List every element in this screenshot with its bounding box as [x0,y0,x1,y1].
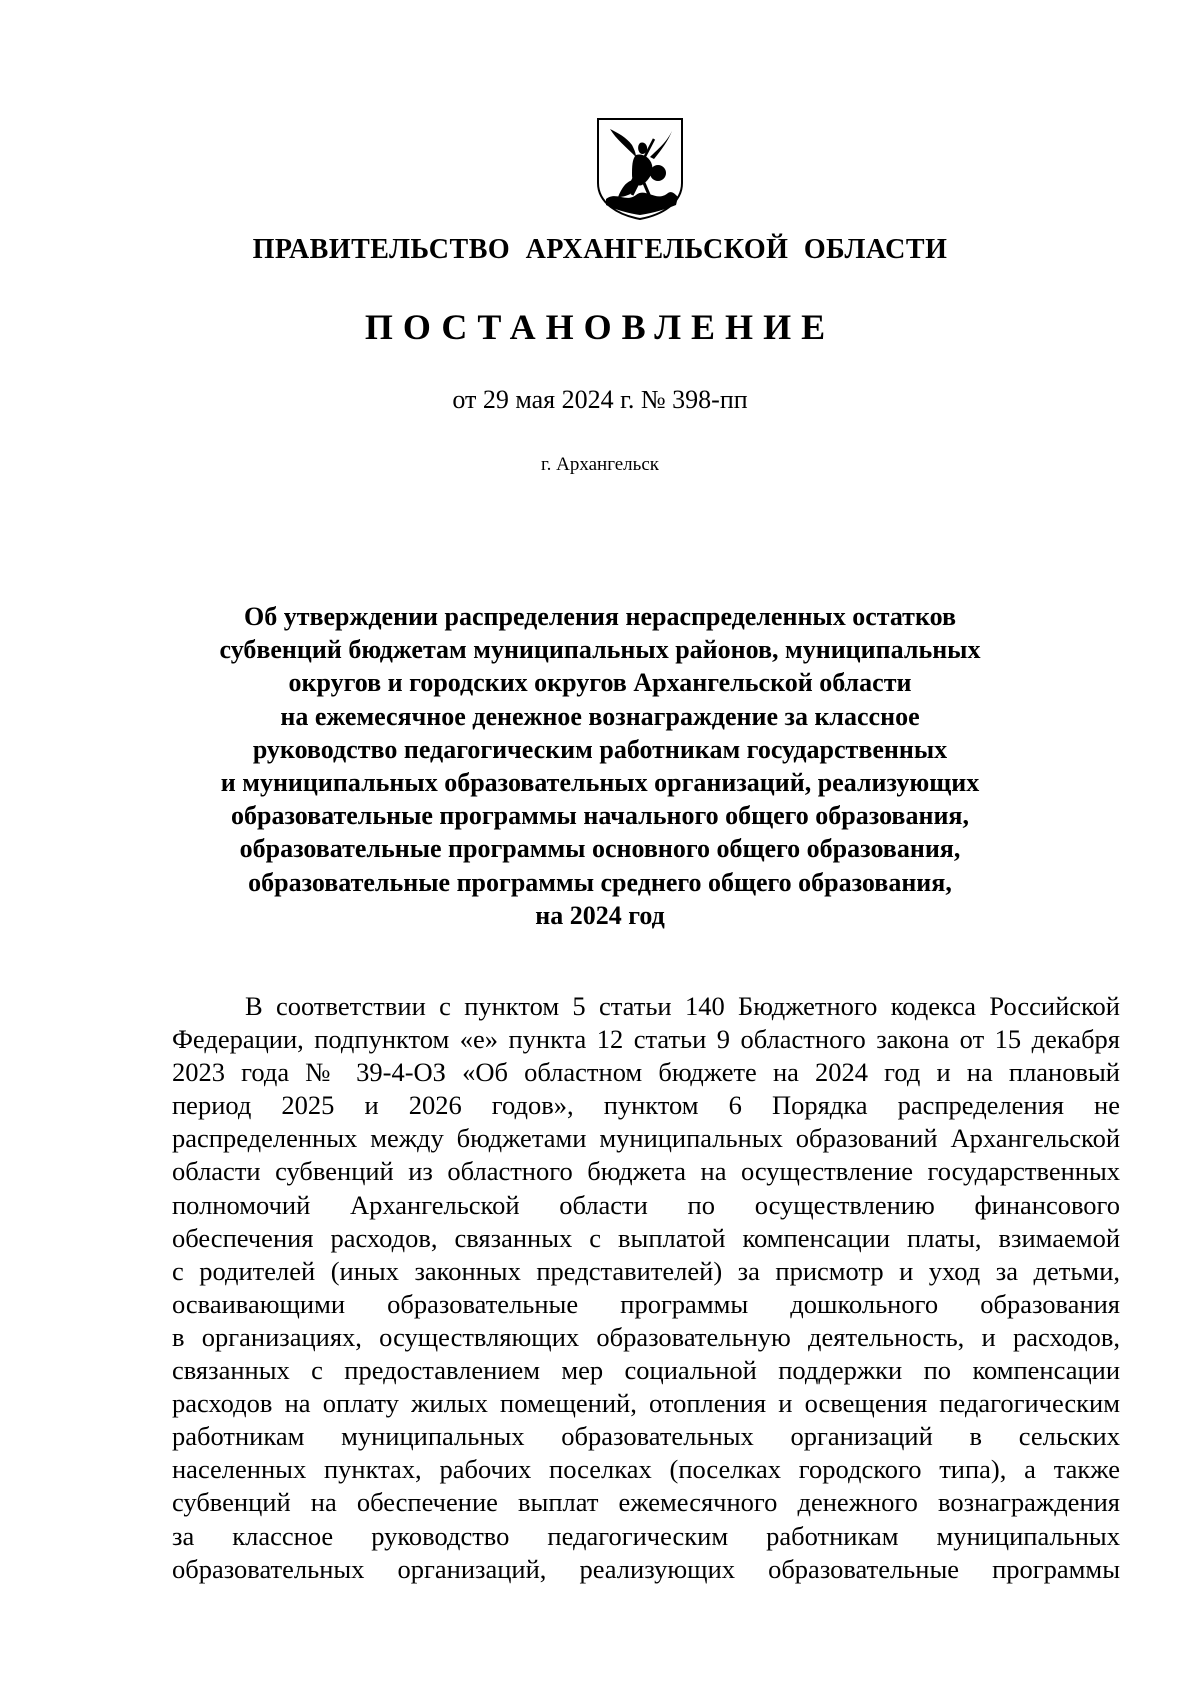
document-date-number: от 29 мая 2024 г. № 398-пп [452,385,748,414]
subject-line: округов и городских округов Архангельской области [288,668,912,698]
body-line: области субвенций из областного бюджета на осуществление государственных [172,1156,1120,1187]
body-line: период 2025 и 2026 годов», пунктом 6 Порядка распределения не [172,1090,1120,1121]
subject-line: и муниципальных образовательных организаций, реализующих [220,768,980,798]
body-line: полномочий Архангельской области по осуществлению финансового [172,1189,1120,1220]
document-type: ПОСТАНОВЛЕНИЕ [364,307,836,347]
body-line: осваивающими образовательные программы дошкольного образования [172,1288,1120,1319]
body-line: Федерации, подпунктом «е» пункта 12 статьи 9 областного закона от 15 декабря [172,1024,1120,1055]
body-line: образовательных организаций, реализующих образовательные программы [172,1553,1120,1584]
subject-line: образовательные программы среднего общего образования, [248,867,952,897]
body-line: распределенных между бюджетами муниципальных образований Архангельской [172,1123,1120,1154]
subject-line: руководство педагогическим работникам государственных [252,734,948,764]
body-line: В соответствии с пунктом 5 статьи 140 Бюджетного кодекса Российской [245,991,1120,1021]
body-line: расходов на оплату жилых помещений, отопления и освещения педагогическим [172,1388,1120,1419]
body-line: с родителей (иных законных представителей) за присмотр и уход за детьми, [172,1255,1120,1286]
document-body-paragraph [172,990,1120,1586]
body-line: за классное руководство педагогическим работникам муниципальных [172,1520,1120,1551]
body-line: субвенций на обеспечение выплат ежемесячного денежного вознаграждения [172,1487,1120,1518]
subject-line: Об утверждении распределения нераспределенных остатков [243,602,956,631]
government-title: ПРАВИТЕЛЬСТВО АРХАНГЕЛЬСКОЙ ОБЛАСТИ [252,234,948,265]
subject-line: образовательные программы основного общего образования, [239,834,961,864]
body-line: населенных пунктах, рабочих поселках (поселках городского типа), а также [172,1454,1120,1485]
body-line: связанных с предоставлением мер социальной поддержки по компенсации [172,1355,1120,1386]
coat-of-arms-icon [596,117,684,221]
subject-line: на 2024 год [535,900,665,930]
document-city: г. Архангельск [540,454,659,475]
document-subject [180,600,1020,932]
body-line: 2023 года № 39-4-ОЗ «Об областном бюджете на 2024 год и на плановый [172,1057,1120,1088]
subject-line: субвенций бюджетам муниципальных районов, муниципальных [219,635,981,665]
body-line: обеспечения расходов, связанных с выплатой компенсации платы, взимаемой [172,1222,1120,1253]
subject-line: на ежемесячное денежное вознаграждение за классное [280,701,920,731]
subject-line: образовательные программы начального общего образования, [230,801,969,831]
body-line: работникам муниципальных образовательных организаций в сельских [172,1421,1120,1452]
body-line: в организациях, осуществляющих образовательную деятельность, и расходов, [172,1321,1120,1352]
